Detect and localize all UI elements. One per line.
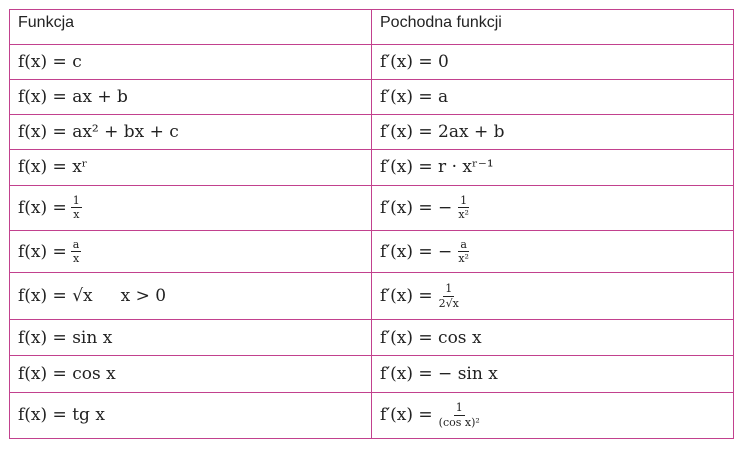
- fraction-numerator: 1: [445, 282, 453, 296]
- fraction-denominator: x: [73, 208, 80, 222]
- table-row: [10, 185, 734, 230]
- derivative-cell: [372, 185, 734, 230]
- derivative-formula: [380, 402, 482, 428]
- derivative-cell: [372, 45, 734, 79]
- fraction-denominator: 2√x: [438, 296, 459, 310]
- fraction: [456, 239, 471, 265]
- derivative-formula: [380, 195, 471, 221]
- function-formula: [18, 239, 81, 265]
- derivative-formula: f′(x) = a: [380, 86, 449, 107]
- fraction-numerator: a: [72, 237, 80, 251]
- function-cell: [10, 392, 372, 438]
- table-row: [10, 319, 734, 355]
- formula-lhs: f(x) =: [18, 197, 67, 218]
- function-cell: [10, 185, 372, 230]
- formula-lhs: f′(x) = −: [380, 197, 453, 218]
- function-cell: [10, 150, 372, 185]
- fraction-numerator: a: [460, 237, 467, 251]
- table-row: [10, 356, 734, 392]
- function-formula: f(x) = c: [18, 51, 82, 72]
- derivative-formula: f′(x) = cos x: [380, 327, 482, 348]
- derivative-cell: [372, 231, 734, 273]
- function-cell: [10, 231, 372, 273]
- fraction: [71, 195, 82, 221]
- table-row: [10, 392, 734, 438]
- table-row: [10, 231, 734, 273]
- derivative-formula: f′(x) = 2ax + b: [380, 122, 505, 143]
- table-row: [10, 150, 734, 185]
- derivative-cell: [372, 150, 734, 185]
- fraction-denominator: x²: [458, 208, 469, 222]
- fraction: [437, 283, 461, 309]
- table-row: [10, 273, 734, 319]
- function-formula: f(x) = ax + b: [18, 86, 128, 107]
- derivative-formula: f′(x) = r · xʳ⁻¹: [380, 157, 494, 178]
- function-formula: [18, 195, 82, 221]
- derivatives-table: [9, 9, 734, 439]
- function-cell: [10, 319, 372, 355]
- derivative-cell: [372, 356, 734, 392]
- function-cell: [10, 114, 372, 149]
- function-formula: f(x) = cos x: [18, 363, 116, 384]
- derivative-cell: [372, 114, 734, 149]
- function-cell: [10, 79, 372, 114]
- function-formula: f(x) = tg x: [18, 405, 105, 426]
- formula-lhs: f′(x) = −: [380, 241, 453, 262]
- formula-lhs: f′(x) =: [380, 286, 433, 307]
- derivative-cell: [372, 319, 734, 355]
- function-cell: [10, 356, 372, 392]
- fraction-denominator: (cos x)²: [438, 415, 480, 429]
- derivative-cell: [372, 273, 734, 319]
- fraction-numerator: 1: [72, 193, 80, 207]
- header-derivative: Pochodna funkcji: [372, 10, 734, 45]
- function-cell: [10, 45, 372, 79]
- formula-lhs: f(x) =: [18, 241, 67, 262]
- fraction: [456, 195, 471, 221]
- derivative-formula: [380, 239, 471, 265]
- derivative-cell: [372, 79, 734, 114]
- derivative-formula: f′(x) = 0: [380, 51, 449, 72]
- function-formula: f(x) = ax² + bx + c: [18, 122, 179, 143]
- header-function: Funkcja: [10, 10, 372, 45]
- function-cell: [10, 273, 372, 319]
- function-formula: f(x) = √x: [18, 286, 93, 307]
- table-row: [10, 45, 734, 79]
- fraction-numerator: 1: [460, 193, 468, 207]
- fraction-denominator: x²: [458, 252, 469, 266]
- table-row: [10, 114, 734, 149]
- derivative-formula: f′(x) = − sin x: [380, 363, 498, 384]
- function-formula: f(x) = xʳ: [18, 157, 88, 178]
- derivative-cell: [372, 392, 734, 438]
- fraction-denominator: x: [72, 252, 80, 266]
- formula-lhs: f′(x) =: [380, 405, 433, 426]
- table-header-row: [10, 10, 734, 45]
- table-row: [10, 79, 734, 114]
- derivative-formula: [380, 283, 461, 309]
- function-formula: f(x) = sin x: [18, 327, 113, 348]
- domain-condition: x > 0: [120, 286, 167, 307]
- fraction: [71, 239, 82, 265]
- fraction-numerator: 1: [455, 401, 463, 415]
- fraction: [437, 402, 482, 428]
